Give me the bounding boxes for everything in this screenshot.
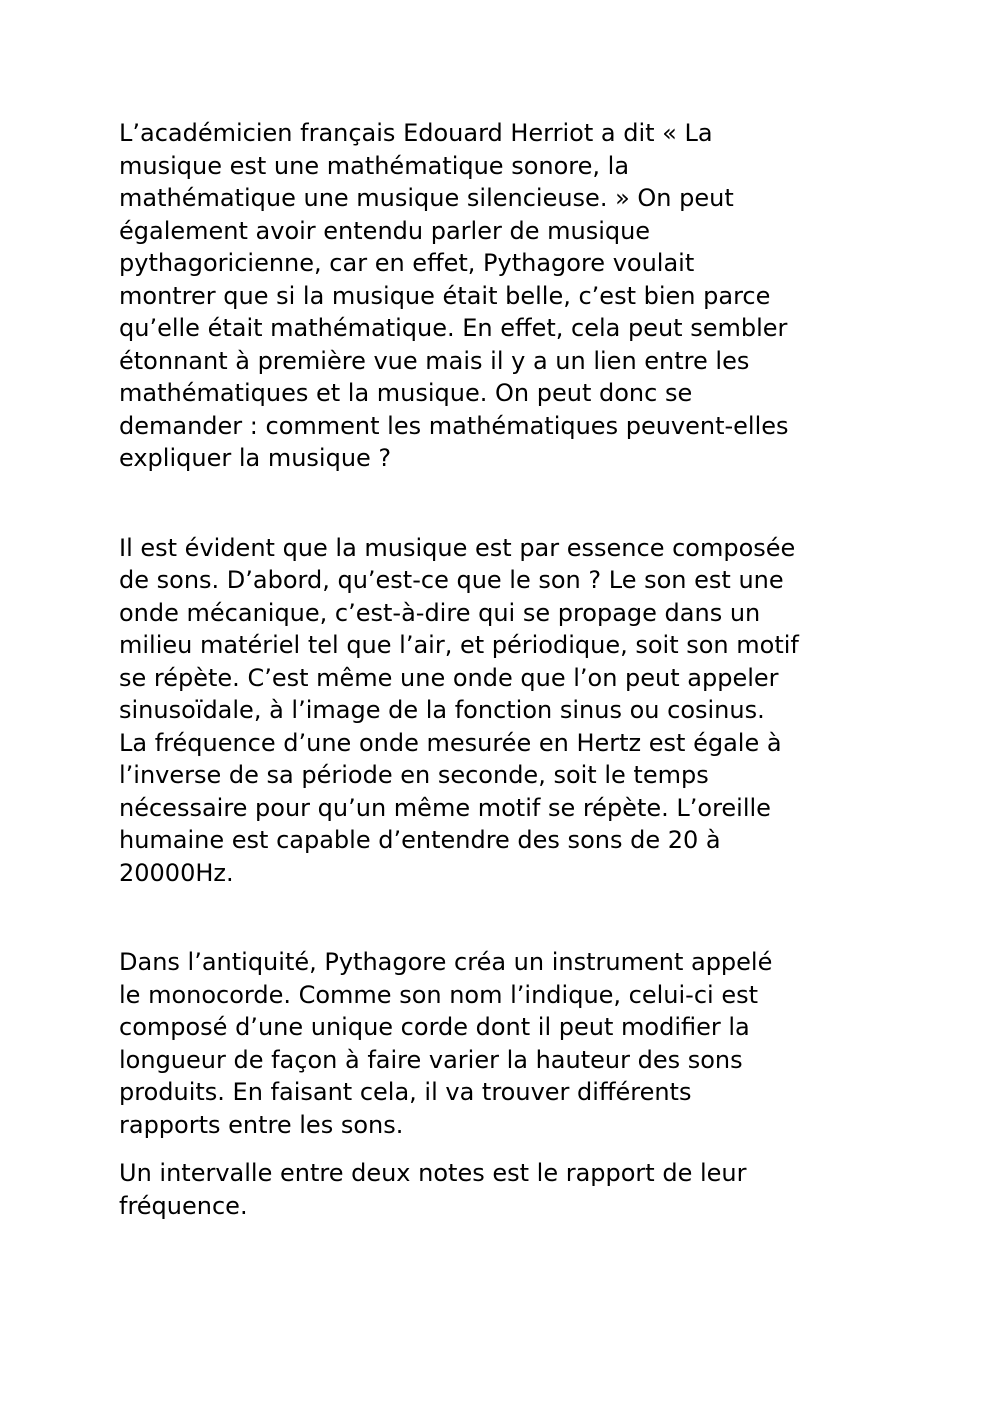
paragraph-spacer: [119, 889, 889, 946]
text-line: étonnant à première vue mais il y a un lien entre les: [119, 346, 750, 375]
text-line: l’inverse de sa période en seconde, soit le temps: [119, 761, 709, 789]
text-line: onde mécanique, c’est-à-dire qui se propage dans un: [119, 598, 761, 627]
paragraph-monochord: [119, 946, 889, 1141]
text-line: fréquence.: [119, 1191, 248, 1220]
text-line: expliquer la musique ?: [119, 444, 392, 472]
text-line: sinusoïdale, à l’image de la fonction sinus ou cosinus.: [119, 696, 765, 724]
text-line: de sons. D’abord, qu’est-ce que le son ? Le son est une: [119, 566, 784, 594]
paragraph-sound-definition: [119, 532, 889, 890]
text-line: nécessaire pour qu’un même motif se répète. L’oreille: [119, 793, 771, 822]
text-line: qu’elle était mathématique. En effet, cela peut sembler: [119, 314, 788, 342]
text-line: La fréquence d’une onde mesurée en Hertz est égale à: [119, 728, 782, 757]
text-line: également avoir entendu parler de musique: [119, 216, 651, 245]
text-line: mathématique une musique silencieuse. » On peut: [119, 184, 734, 212]
paragraph-spacer: [119, 475, 889, 532]
text-line: composé d’une unique corde dont il peut modifier la: [119, 1013, 750, 1041]
text-line: Un intervalle entre deux notes est le rapport de leur: [119, 1159, 747, 1187]
text-line: Dans l’antiquité, Pythagore créa un instrument appelé: [119, 948, 773, 976]
text-line: Il est évident que la musique est par essence composée: [119, 533, 796, 562]
text-line: 20000Hz.: [119, 858, 234, 887]
paragraph-introduction: [119, 117, 889, 475]
text-line: produits. En faisant cela, il va trouver différents: [119, 1078, 692, 1106]
text-line: L’académicien français Edouard Herriot a dit « La: [119, 119, 713, 147]
text-line: se répète. C’est même une onde que l’on peut appeler: [119, 663, 779, 692]
text-line: longueur de façon à faire varier la hauteur des sons: [119, 1045, 743, 1074]
paragraph-spacer: [119, 1141, 889, 1157]
document-page: [119, 117, 889, 1222]
text-line: demander : comment les mathématiques peuvent-elles: [119, 411, 789, 440]
text-line: musique est une mathématique sonore, la: [119, 151, 630, 180]
text-line: montrer que si la musique était belle, c’est bien parce: [119, 281, 771, 310]
text-line: milieu matériel tel que l’air, et périodique, soit son motif: [119, 631, 799, 659]
text-line: humaine est capable d’entendre des sons de 20 à: [119, 826, 721, 854]
text-line: le monocorde. Comme son nom l’indique, celui-ci est: [119, 980, 759, 1009]
text-line: mathématiques et la musique. On peut donc se: [119, 379, 693, 407]
text-line: rapports entre les sons.: [119, 1110, 404, 1139]
paragraph-interval: [119, 1157, 889, 1222]
text-line: pythagoricienne, car en effet, Pythagore voulait: [119, 249, 695, 277]
